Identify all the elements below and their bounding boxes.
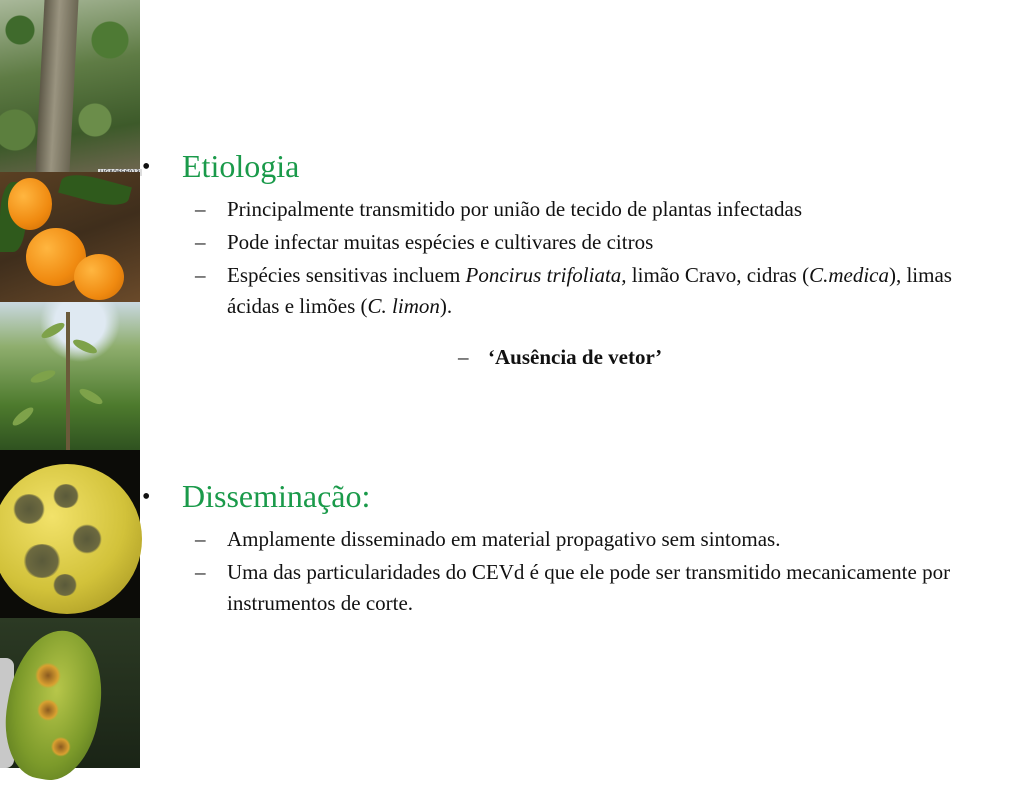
species-name: C.medica: [809, 263, 889, 287]
section-heading-row: [140, 148, 1000, 192]
shoot-leaf: [29, 368, 57, 385]
dash-marker: –: [195, 560, 206, 584]
section-heading: Disseminação:: [182, 478, 371, 514]
dash-marker: –: [458, 345, 469, 369]
shoot-leaf: [77, 386, 104, 407]
list-item-text: Principalmente transmitido por união de tecido de plantas infectadas: [227, 197, 802, 221]
list-item: [140, 557, 1000, 619]
bullet-marker: •: [142, 484, 151, 510]
leaf-blot: [49, 735, 72, 758]
dash-marker: –: [195, 527, 206, 551]
dash-marker: –: [195, 197, 206, 221]
leaf-blot: [35, 697, 60, 722]
lesion-spot: [12, 494, 46, 524]
orange-fruit: [74, 254, 124, 300]
list-item-text: Pode infectar muitas espécies e cultivares de citros: [227, 230, 654, 254]
text-run: Espécies sensitivas incluem: [227, 263, 466, 287]
list-item: [140, 524, 1000, 555]
shoot-stem: [66, 312, 70, 452]
list-item: [140, 227, 1000, 258]
text-run: ), limas ácidas e limões (: [227, 263, 952, 318]
section-disseminacao: [140, 478, 1000, 619]
list-item: [140, 194, 1000, 225]
oranges-photo: [0, 172, 140, 302]
text-run: ).: [439, 294, 453, 318]
dash-marker: –: [195, 263, 206, 287]
section-heading: Etiologia: [182, 148, 300, 184]
section-etiologia: [140, 148, 1000, 373]
list-item-text: [227, 263, 952, 318]
slide-content: [140, 0, 1024, 768]
shoot-leaf: [71, 337, 98, 356]
infected-shoot-photo: [0, 302, 140, 450]
list-item-text: Uma das particularidades do CEVd é que ele pode ser transmitido mecanicamente por instrumentos de corte.: [227, 560, 951, 615]
tree-trunk: [35, 0, 78, 172]
species-name: Poncirus trifoliata,: [465, 263, 627, 287]
spotted-leaf: [0, 623, 112, 787]
list-item-text: Amplamente disseminado em material propagativo sem sintomas.: [227, 527, 781, 551]
spotted-fruit-photo: [0, 450, 140, 618]
bullet-marker: •: [142, 154, 151, 180]
leaf: [58, 169, 132, 210]
lesion-spot: [52, 484, 80, 508]
spotted-leaf-photo: [0, 618, 140, 768]
dash-marker: –: [195, 230, 206, 254]
lesion-spot: [52, 574, 78, 596]
tree-trunk-photo: [0, 0, 140, 172]
lesion-spot: [22, 544, 62, 578]
orange-fruit: [8, 178, 52, 230]
text-run: limão Cravo, cidras (: [626, 263, 810, 287]
species-name: C. limon: [367, 294, 440, 318]
list-item: [140, 260, 1000, 322]
spotted-fruit: [0, 464, 142, 614]
shoot-leaf: [39, 320, 66, 341]
shoot-leaf: [10, 405, 36, 429]
sub-list-item: [140, 342, 1000, 373]
sub-list-item-text: ‘Ausência de vetor’: [488, 345, 663, 369]
leaf-blot: [33, 660, 63, 690]
photo-strip: [0, 0, 140, 768]
section-heading-row: [140, 478, 1000, 522]
lesion-spot: [72, 524, 102, 554]
